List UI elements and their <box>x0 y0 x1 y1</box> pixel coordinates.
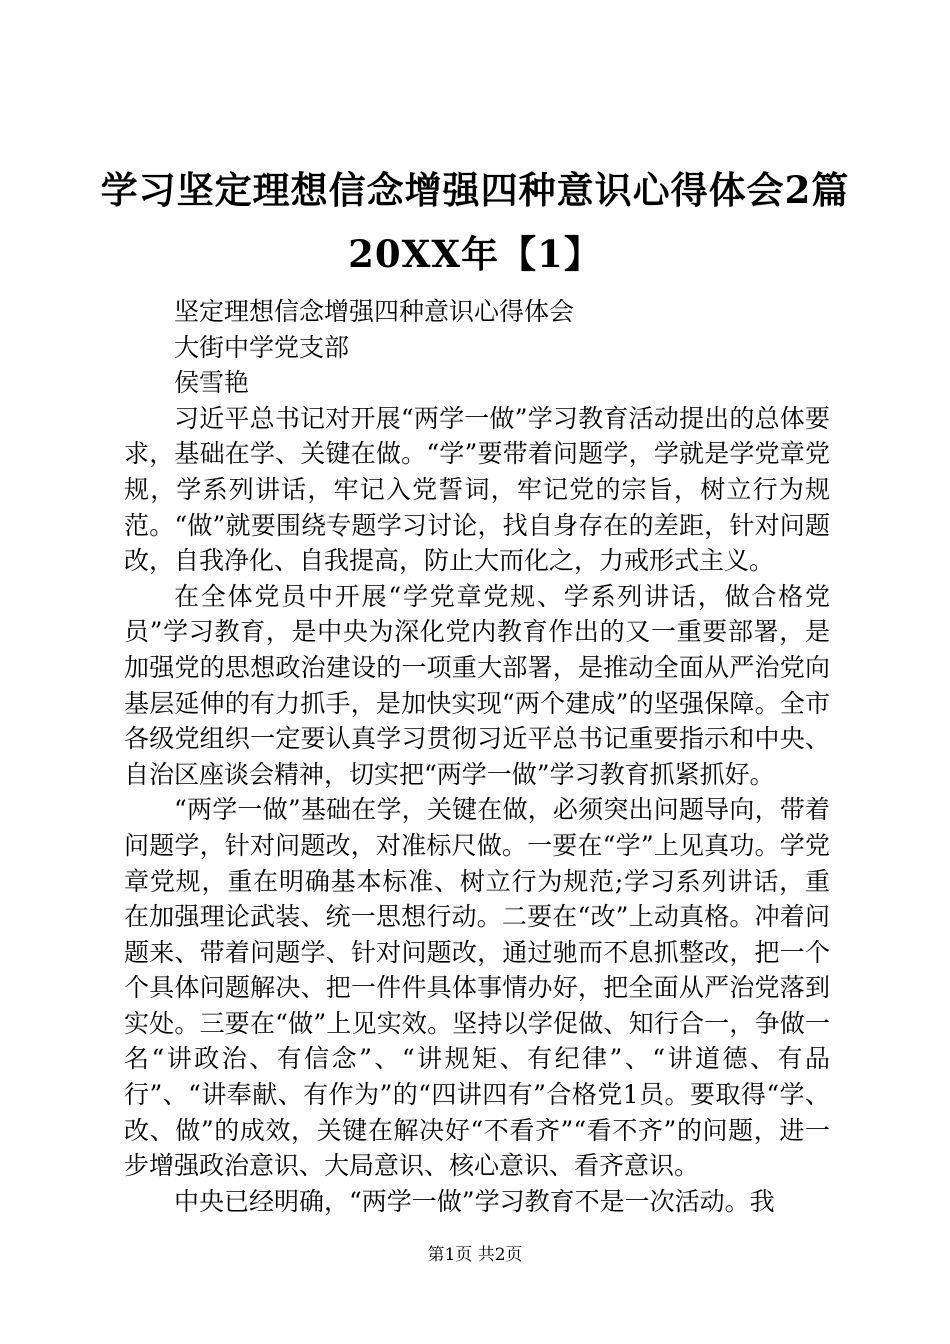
body-paragraph-4: 中央已经明确，“两学一做”学习教育不是一次活动。我 <box>174 1186 775 1216</box>
document-author: 侯雪艳 <box>174 368 250 398</box>
document-organization: 大街中学党支部 <box>174 332 350 362</box>
page-number-footer: 第1页 共2页 <box>427 1245 523 1265</box>
document-title: 学习坚定理想信念增强四种意识心得体会2篇20XX年【1】 <box>100 168 850 276</box>
document-subtitle: 坚定理想信念增强四种意识心得体会 <box>174 297 575 326</box>
body-paragraph-2: 在全体党员中开展“学党章党规、学系列讲话，做合格党员”学习教育，是中央为深化党内教育作出的又一重要部署，是加强党的思想政治建设的一项重大部署，是推动全面从严治党向基层延伸的有力抓手，是加快实现“两个建成”的坚强保障。全市各级党组织一定要认真学习贯彻习近平总书记重要指示和中央、自治区座谈会精神，切实把“两学一做”学习教育抓紧抓好。 <box>124 581 830 789</box>
document-body <box>124 294 830 1219</box>
body-paragraph-1: 习近平总书记对开展“两学一做”学习教育活动提出的总体要求，基础在学、关键在做。“学”要带着问题学，学就是学党章党规，学系列讲话，牢记入党誓词，牢记党的宗旨，树立行为规范。“做”就要围绕专题学习讨论，找自身存在的差距，针对问题改，自我净化、自我提高，防止大而化之，力戒形式主义。 <box>124 403 830 576</box>
body-paragraph-3: “两学一做”基础在学，关键在做，必须突出问题导向，带着问题学，针对问题改，对准标尺做。一要在“学”上见真功。学党章党规，重在明确基本标准、树立行为规范;学习系列讲话，重在加强理论武装、统一思想行动。二要在“改”上动真格。冲着问题来、带着问题学、针对问题改，通过驰而不息抓整改，把一个个具体问题解决、把一件件具体事情办好，把全面从严治党落到实处。三要在“做”上见实效。坚持以学促做、知行合一，争做一名“讲政治、有信念”、“讲规矩、有纪律”、“讲道德、有品行”、“讲奉献、有作为”的“四讲四有”合格党1员。要取得“学、改、做”的成效，关键在解决好“不看齐”“看不齐”的问题，进一步增强政治意识、大局意识、核心意识、看齐意识。 <box>124 795 830 1181</box>
